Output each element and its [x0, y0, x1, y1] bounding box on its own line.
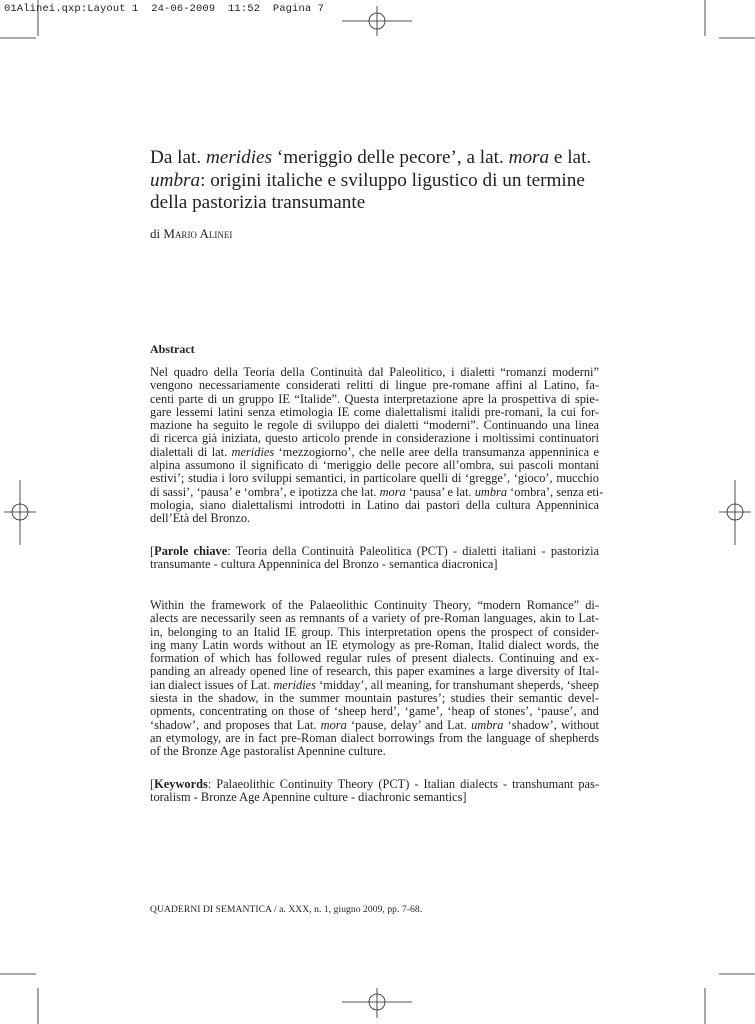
registration-mark-top	[342, 6, 412, 36]
keywords-italian: [Parole chiave: Teoria della Continuità Paleolitica (PCT) - dialetti italiani - pastorizia transumante - cultura Appenninica del Bronzo - semantica diacronica]	[150, 544, 600, 572]
slug-line: 01Alinei.qxp:Layout 1 24-06-2009 11:52 Pagina 7	[4, 3, 325, 15]
registration-mark-bottom	[342, 988, 412, 1018]
registration-mark-right	[719, 480, 751, 545]
article-title: Da lat. meridies ‘meriggio delle pecore’, a lat. mora e lat. umbra: origini italiche e sviluppo ligustico di un termine della pastorizia transumante	[150, 147, 592, 213]
author-line: di Mario Alinei	[150, 226, 233, 241]
abstract-italian: Nel quadro della Teoria della Continuità dal Paleolitico, i dialetti “romanzi moderni” vengono necessariamente considerati relitti di lingue pre-romane affini al Latino, fa- centi parte di un gruppo IE “Italide”. Questa interpretazione apre la prospettiva di spie- gare lessemi latini senza etimologia IE come dialettalismi italidi pre-romani, la cui for- mazione ha seguito le regole di sviluppo dei dialetti “moderni”. Continuando una linea di ricerca già iniziata, questo articolo prende in considerazione i moltissimi continuatori dialettali di lat. meridies ‘mezzogiorno’, che nelle aree della transumanza appenninica e alpina assumono il significato di ‘meriggio delle pecore all’ombra, sui pascoli montani estivi’; studia i loro sviluppi semantici, in particolare quelli di ‘gregge’, ‘gioco’, mucchio di sassi’, ‘pausa’ e ‘ombra’, e ipotizza che lat. mora ‘pausa’ e lat. umbra ‘ombra’, senza eti- mologia, siano dialettalismi introdotti in Latino dai pastori della cultura Appenninica dell’Età del Bronzo.	[150, 365, 604, 526]
journal-citation-footer: QUADERNI DI SEMANTICA / a. XXX, n. 1, giugno 2009, pp. 7-68.	[150, 904, 423, 915]
keywords-english: [Keywords: Palaeolithic Continuity Theory (PCT) - Italian dialects - transhumant pas- toralism - Bronze Age Apennine culture - diachronic semantics]	[150, 777, 599, 805]
registration-mark-left	[4, 480, 36, 545]
abstract-english: Within the framework of the Palaeolithic Continuity Theory, “modern Romance” di- alects are necessarily seen as remnants of a variety of pre-Roman languages, akin to Lat- in, belonging to an Italid IE group. This interpretation opens the prospect of consider- ing many Latin words without an IE etymology as pre-Roman, Italid dialect words, the formation of which has followed regular rules of present dialects. Continuing and ex- panding an already opened line of research, this paper examines a large diversity of Ital- ian dialect issues of Lat. meridies ‘midday’, all meaning, for transhumant sheperds, ‘sheep siesta in the shadow, in the summer mountain pastures’; studies their semantic devel- opments, concentrating on those of ‘sheep herd’, ‘game’, ‘heap of stones’, ‘pause’, and ‘shadow’, and proposes that Lat. mora ‘pause, delay’ and Lat. umbra ‘shadow’, without an etymology, are in fact pre-Roman dialect borrowings from the language of shepherds of the Bronze Age pastoralist Apennine culture.	[150, 598, 600, 759]
abstract-heading: Abstract	[150, 342, 195, 356]
